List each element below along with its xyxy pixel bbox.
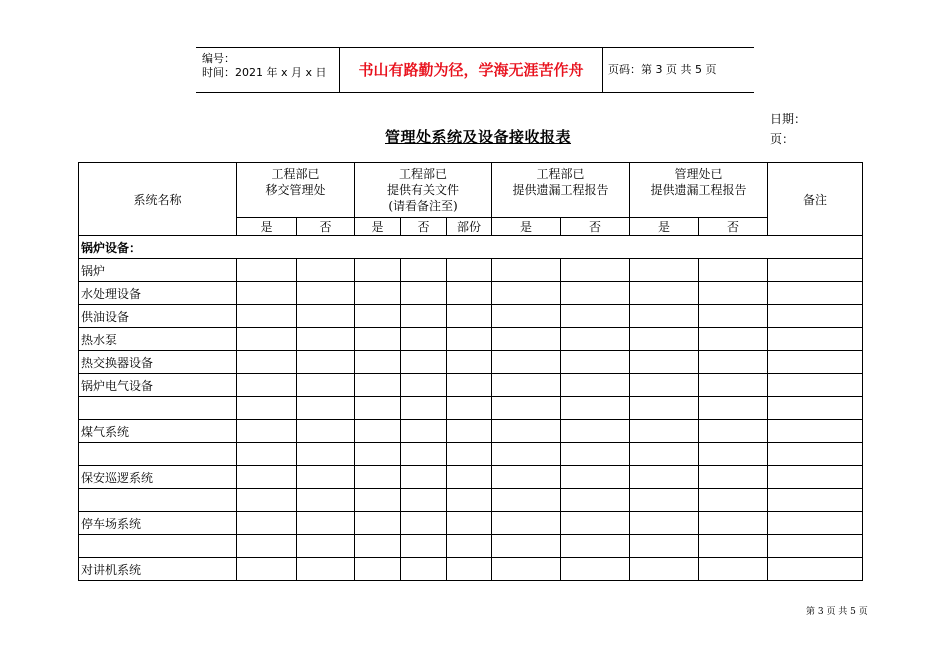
subheader-no: 否	[297, 218, 355, 236]
table-cell[interactable]	[355, 282, 401, 305]
table-cell[interactable]	[355, 558, 401, 581]
table-cell[interactable]	[447, 374, 492, 397]
subheader-yes: 是	[237, 218, 297, 236]
table-cell[interactable]	[355, 443, 401, 466]
col-header-mgmt-report	[630, 163, 768, 218]
header-line: 管理处已	[674, 167, 723, 181]
table-cell[interactable]	[768, 259, 863, 282]
table-cell[interactable]	[630, 466, 699, 489]
table-cell[interactable]	[355, 374, 401, 397]
table-cell[interactable]	[447, 420, 492, 443]
table-cell[interactable]	[297, 351, 355, 374]
table-cell[interactable]	[355, 351, 401, 374]
table-cell[interactable]	[768, 374, 863, 397]
table-cell[interactable]	[561, 374, 630, 397]
table-cell[interactable]	[699, 466, 768, 489]
system-name-cell: 对讲机系统	[79, 558, 237, 581]
table-cell[interactable]	[699, 558, 768, 581]
table-cell[interactable]	[630, 282, 699, 305]
header-divider	[602, 48, 603, 92]
table-cell[interactable]	[447, 351, 492, 374]
system-name-cell: 停车场系统	[79, 512, 237, 535]
table-cell[interactable]	[699, 512, 768, 535]
table-cell[interactable]	[297, 512, 355, 535]
header-meta	[202, 52, 327, 80]
table-cell[interactable]	[630, 374, 699, 397]
table-cell[interactable]	[768, 397, 863, 420]
table-cell[interactable]	[355, 397, 401, 420]
table-cell[interactable]	[401, 259, 447, 282]
table-cell[interactable]	[561, 466, 630, 489]
header-line: 移交管理处	[265, 183, 326, 197]
table-row	[79, 305, 863, 328]
table-cell[interactable]	[297, 420, 355, 443]
table-cell[interactable]	[401, 328, 447, 351]
table-cell[interactable]	[768, 466, 863, 489]
col-header-eng-report	[492, 163, 630, 218]
table-cell[interactable]	[237, 420, 297, 443]
col-header-remark: 备注	[768, 163, 863, 236]
col-header-system: 系统名称	[79, 163, 237, 236]
table-cell[interactable]	[237, 282, 297, 305]
header-line: 工程部已	[536, 167, 585, 181]
table-cell[interactable]	[297, 558, 355, 581]
table-cell[interactable]	[561, 512, 630, 535]
section-title: 锅炉设备：	[79, 236, 863, 259]
subheader-no: 否	[561, 218, 630, 236]
table-cell[interactable]	[768, 282, 863, 305]
header-line	[237, 198, 354, 214]
header-line: 提供遗漏工程报告	[650, 183, 747, 197]
system-name-cell: 锅炉电气设备	[79, 374, 237, 397]
table-cell[interactable]	[699, 443, 768, 466]
table-row	[79, 351, 863, 374]
table-cell[interactable]	[237, 259, 297, 282]
table-cell[interactable]	[237, 305, 297, 328]
table-cell[interactable]	[492, 259, 561, 282]
table-cell[interactable]	[355, 259, 401, 282]
header-page-code: 页码：第 3 页 共 5 页	[608, 63, 717, 76]
table-cell[interactable]	[699, 374, 768, 397]
table-row	[79, 466, 863, 489]
table-cell[interactable]	[699, 305, 768, 328]
table-cell[interactable]	[492, 374, 561, 397]
table-cell[interactable]	[699, 397, 768, 420]
table-row	[79, 282, 863, 305]
system-name-cell: 热交换器设备	[79, 351, 237, 374]
date-label: 日期：	[770, 112, 807, 126]
table-cell[interactable]	[768, 535, 863, 558]
table-cell[interactable]	[447, 397, 492, 420]
table-row	[79, 512, 863, 535]
table-cell[interactable]	[401, 374, 447, 397]
table-cell[interactable]	[768, 512, 863, 535]
table-cell[interactable]	[561, 558, 630, 581]
header-line: 提供遗漏工程报告	[512, 183, 609, 197]
table-row	[79, 374, 863, 397]
table-row	[79, 489, 863, 512]
table-cell[interactable]	[401, 489, 447, 512]
table-cell[interactable]	[297, 282, 355, 305]
header-line: 提供有关文件	[386, 183, 459, 197]
table-cell[interactable]	[355, 512, 401, 535]
system-name-cell	[79, 397, 237, 420]
table-cell[interactable]	[297, 374, 355, 397]
table-cell[interactable]	[561, 351, 630, 374]
table-cell[interactable]	[401, 512, 447, 535]
header-line: 工程部已	[271, 167, 320, 181]
table-cell[interactable]	[630, 351, 699, 374]
table-cell[interactable]	[768, 305, 863, 328]
col-header-handover	[237, 163, 355, 218]
table-cell[interactable]	[355, 420, 401, 443]
table-cell[interactable]	[237, 535, 297, 558]
table-cell[interactable]	[768, 443, 863, 466]
table-cell[interactable]	[492, 305, 561, 328]
table-row	[79, 259, 863, 282]
table-row	[79, 558, 863, 581]
table-cell[interactable]	[561, 282, 630, 305]
system-name-cell	[79, 535, 237, 558]
table-cell[interactable]	[401, 397, 447, 420]
table-cell[interactable]	[699, 489, 768, 512]
table-cell[interactable]	[297, 259, 355, 282]
table-cell[interactable]	[447, 305, 492, 328]
table-cell[interactable]	[401, 282, 447, 305]
table-cell[interactable]	[492, 489, 561, 512]
document-header	[196, 47, 754, 93]
table-cell[interactable]	[630, 443, 699, 466]
table-cell[interactable]	[768, 420, 863, 443]
table-cell[interactable]	[561, 420, 630, 443]
table-cell[interactable]	[447, 466, 492, 489]
table-cell[interactable]	[492, 328, 561, 351]
table-cell[interactable]	[447, 535, 492, 558]
system-name-cell: 锅炉	[79, 259, 237, 282]
table-cell[interactable]	[401, 535, 447, 558]
table-row	[79, 420, 863, 443]
table-cell[interactable]	[447, 443, 492, 466]
table-cell[interactable]	[561, 489, 630, 512]
system-name-cell	[79, 443, 237, 466]
table-cell[interactable]	[355, 466, 401, 489]
table-row	[79, 535, 863, 558]
table-cell[interactable]	[630, 512, 699, 535]
table-cell[interactable]	[401, 443, 447, 466]
table-cell[interactable]	[492, 420, 561, 443]
table-cell[interactable]	[237, 328, 297, 351]
subheader-yes: 是	[355, 218, 401, 236]
system-name-cell: 热水泵	[79, 328, 237, 351]
table-cell[interactable]	[401, 558, 447, 581]
table-cell[interactable]	[561, 328, 630, 351]
table-cell[interactable]	[355, 489, 401, 512]
table-cell[interactable]	[768, 489, 863, 512]
table-cell[interactable]	[699, 351, 768, 374]
table-cell[interactable]	[401, 305, 447, 328]
table-cell[interactable]	[561, 305, 630, 328]
table-cell[interactable]	[492, 558, 561, 581]
table-cell[interactable]	[355, 305, 401, 328]
table-cell[interactable]	[447, 328, 492, 351]
table-cell[interactable]	[447, 282, 492, 305]
table-cell[interactable]	[237, 489, 297, 512]
table-cell[interactable]	[768, 558, 863, 581]
table-cell[interactable]	[630, 420, 699, 443]
system-name-cell: 供油设备	[79, 305, 237, 328]
table-cell[interactable]	[297, 466, 355, 489]
subheader-yes: 是	[630, 218, 699, 236]
table-cell[interactable]	[561, 397, 630, 420]
table-cell[interactable]	[237, 374, 297, 397]
table-cell[interactable]	[492, 466, 561, 489]
table-cell[interactable]	[630, 558, 699, 581]
subheader-no: 否	[699, 218, 768, 236]
system-name-cell	[79, 489, 237, 512]
table-cell[interactable]	[401, 420, 447, 443]
table-cell[interactable]	[492, 535, 561, 558]
table-cell[interactable]	[561, 443, 630, 466]
table-cell[interactable]	[630, 259, 699, 282]
header-line: (请看备注至)	[388, 199, 458, 213]
table-cell[interactable]	[297, 489, 355, 512]
table-cell[interactable]	[768, 351, 863, 374]
header-line	[630, 198, 767, 214]
table-cell[interactable]	[699, 535, 768, 558]
subheader-partial: 部份	[447, 218, 492, 236]
table-cell[interactable]	[492, 512, 561, 535]
table-cell[interactable]	[492, 351, 561, 374]
table-cell[interactable]	[630, 305, 699, 328]
table-cell[interactable]	[297, 305, 355, 328]
system-name-cell: 保安巡逻系统	[79, 466, 237, 489]
table-cell[interactable]	[561, 535, 630, 558]
table-cell[interactable]	[401, 351, 447, 374]
table-cell[interactable]	[630, 535, 699, 558]
table-cell[interactable]	[630, 489, 699, 512]
table-cell[interactable]	[237, 558, 297, 581]
table-cell[interactable]	[447, 489, 492, 512]
table-cell[interactable]	[699, 420, 768, 443]
table-cell[interactable]	[355, 328, 401, 351]
table-cell[interactable]	[492, 397, 561, 420]
number-label: 编号：	[202, 52, 235, 65]
table-cell[interactable]	[492, 282, 561, 305]
table-cell[interactable]	[699, 259, 768, 282]
table-cell[interactable]	[630, 328, 699, 351]
form-title: 管理处系统及设备接收报表	[385, 128, 572, 146]
table-cell[interactable]	[768, 328, 863, 351]
table-cell[interactable]	[297, 397, 355, 420]
header-motto: 书山有路勤为径，学海无涯苦作舟	[358, 61, 584, 79]
table-cell[interactable]	[297, 443, 355, 466]
table-cell[interactable]	[699, 328, 768, 351]
table-cell[interactable]	[237, 512, 297, 535]
table-cell[interactable]	[492, 443, 561, 466]
subheader-yes: 是	[492, 218, 561, 236]
header-line	[492, 198, 629, 214]
table-cell[interactable]	[237, 466, 297, 489]
table-cell[interactable]	[447, 558, 492, 581]
table-row	[79, 443, 863, 466]
col-header-documents	[355, 163, 492, 218]
table-cell[interactable]	[561, 259, 630, 282]
header-line: 工程部已	[398, 167, 447, 181]
table-cell[interactable]	[237, 397, 297, 420]
page-footer: 第 3 页 共 5 页	[806, 607, 868, 617]
subheader-no: 否	[401, 218, 447, 236]
table-cell[interactable]	[699, 282, 768, 305]
system-name-cell: 水处理设备	[79, 282, 237, 305]
time-label: 时间：2021 年 x 月 x 日	[202, 66, 327, 79]
table-cell[interactable]	[297, 535, 355, 558]
page-label: 页：	[770, 132, 795, 146]
table-row	[79, 397, 863, 420]
receipt-table	[78, 162, 863, 581]
system-name-cell: 煤气系统	[79, 420, 237, 443]
table-cell[interactable]	[297, 328, 355, 351]
table-cell[interactable]	[447, 512, 492, 535]
table-cell[interactable]	[447, 259, 492, 282]
table-cell[interactable]	[355, 535, 401, 558]
table-row	[79, 328, 863, 351]
table-cell[interactable]	[401, 466, 447, 489]
table-cell[interactable]	[237, 443, 297, 466]
table-cell[interactable]	[630, 397, 699, 420]
table-cell[interactable]	[237, 351, 297, 374]
